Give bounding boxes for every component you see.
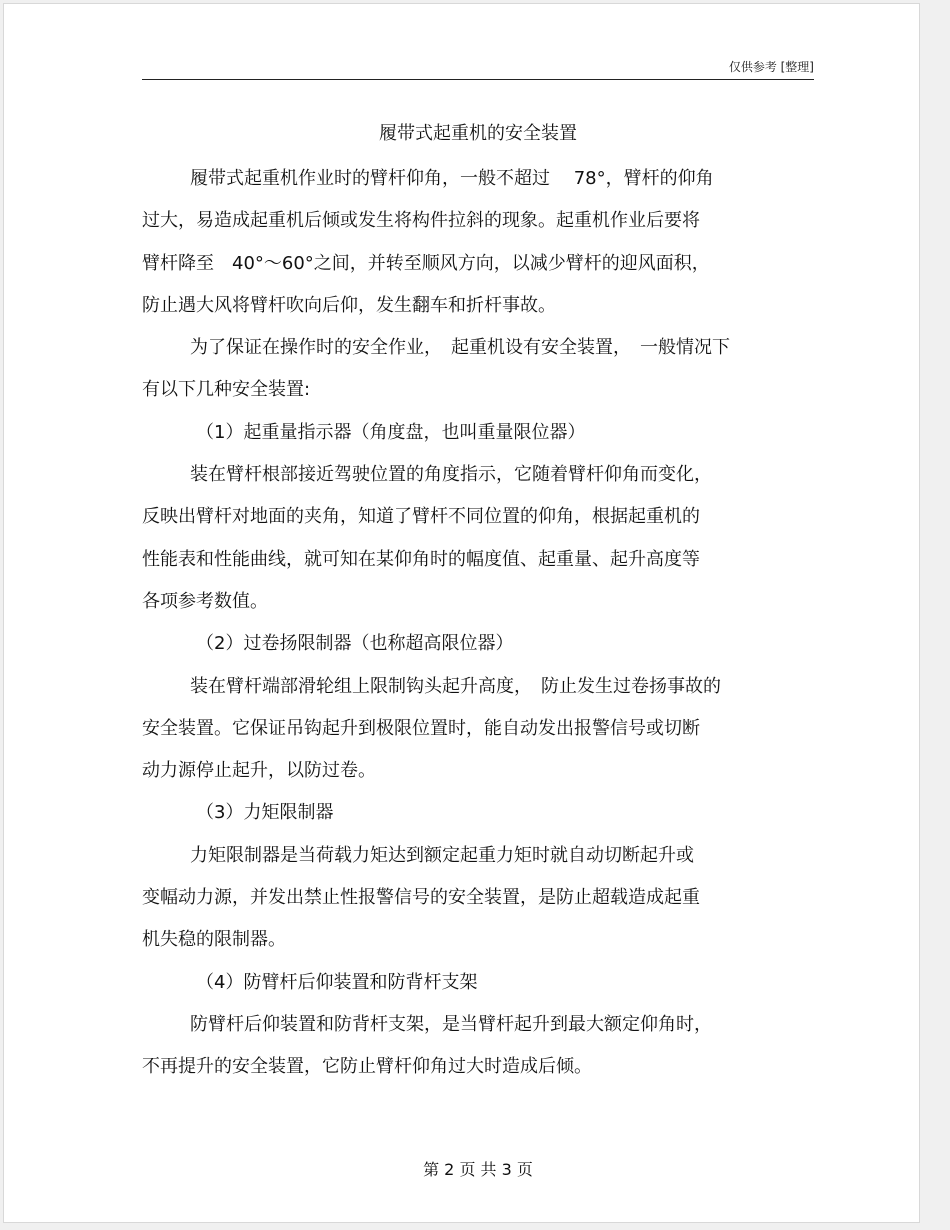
section-heading-moment-limiter: （3）力矩限制器 (196, 802, 334, 824)
document-body (142, 158, 814, 1089)
section-paragraph-load-indicator (142, 454, 814, 623)
document-title: 履带式起重机的安全装置 (379, 123, 577, 144)
header-divider (142, 79, 814, 80)
page-header-note: 仅供参考 [整理] (728, 60, 814, 74)
text-line: 力矩限制器是当荷载力矩达到额定起重力矩时就自动切断起升或 (190, 844, 694, 866)
text-line: 安全装置。它保证吊钩起升到极限位置时，能自动发出报警信号或切断 (142, 717, 700, 739)
section-heading-load-indicator: （1）起重量指示器（角度盘，也叫重量限位器） (196, 421, 586, 443)
text-line: 各项参考数值。 (142, 590, 268, 612)
document-page (3, 3, 920, 1223)
overview-paragraph (142, 327, 814, 412)
intro-paragraph (142, 158, 814, 327)
section-heading-anti-backtip: （4）防臂杆后仰装置和防背杆支架 (196, 971, 478, 993)
text-line: 为了保证在操作时的安全作业， 起重机设有安全装置， 一般情况下 (190, 337, 730, 359)
section-heading-overwind-limiter: （2）过卷扬限制器（也称超高限位器） (196, 633, 514, 655)
text-line: 性能表和性能曲线，就可知在某仰角时的幅度值、起重量、起升高度等 (142, 548, 700, 570)
text-line: 装在臂杆根部接近驾驶位置的角度指示，它随着臂杆仰角而变化， (190, 464, 712, 486)
text-line: 动力源停止起升，以防过卷。 (142, 760, 376, 782)
text-line: 反映出臂杆对地面的夹角，知道了臂杆不同位置的仰角，根据起重机的 (142, 506, 700, 528)
section-paragraph-overwind-limiter (142, 666, 814, 793)
text-line: 有以下几种安全装置: (142, 379, 311, 401)
text-line: 过大，易造成起重机后倾或发生将构件拉斜的现象。起重机作业后要将 (142, 210, 700, 232)
section-paragraph-anti-backtip (142, 1004, 814, 1089)
text-line: 防臂杆后仰装置和防背杆支架，是当臂杆起升到最大额定仰角时， (190, 1013, 712, 1035)
text-line: 机失稳的限制器。 (142, 929, 286, 951)
text-line: 装在臂杆端部滑轮组上限制钩头起升高度， 防止发生过卷扬事故的 (190, 675, 721, 697)
text-line: 变幅动力源，并发出禁止性报警信号的安全装置，是防止超载造成起重 (142, 887, 700, 909)
text-line: 臂杆降至 40°～60°之间，并转至顺风方向，以减少臂杆的迎风面积， (142, 252, 710, 274)
section-paragraph-moment-limiter (142, 835, 814, 962)
text-line: 防止遇大风将臂杆吹向后仰，发生翻车和折杆事故。 (142, 294, 556, 316)
page-number: 第 2 页 共 3 页 (423, 1160, 533, 1179)
text-line: 不再提升的安全装置，它防止臂杆仰角过大时造成后倾。 (142, 1056, 592, 1078)
text-line: 履带式起重机作业时的臂杆仰角，一般不超过 78°，臂杆的仰角 (190, 168, 714, 189)
